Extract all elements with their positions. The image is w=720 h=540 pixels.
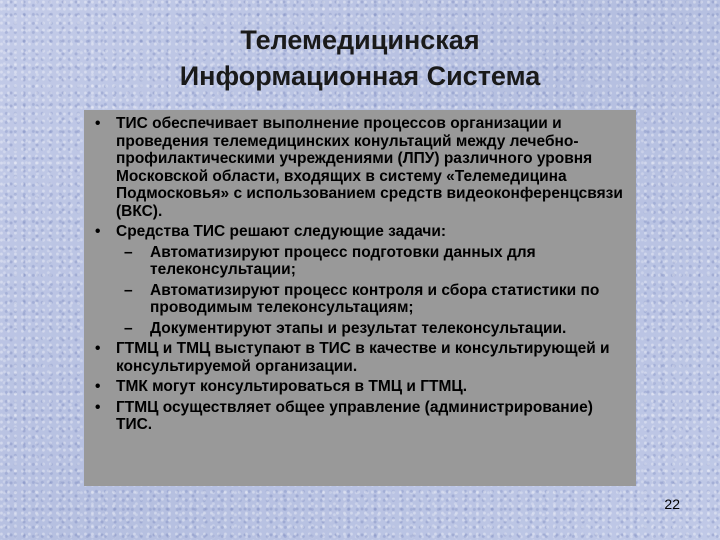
bullet-item-gtmc-tmc-roles [92,340,628,375]
page-number: 22 [664,496,680,512]
bullet-text: ТМК могут консультироваться в ТМЦ и ГТМЦ. [116,378,468,395]
sub-item-text: Автоматизируют процесс контроля и сбора статистики по проводимым телеконсультациям; [150,281,600,316]
bullet-marker: • [95,340,101,357]
sub-item-data-preparation [116,244,628,279]
bullet-item-gtmc-management [92,399,628,434]
slide-title-line-1: Телемедицинская [240,25,480,55]
sub-list [116,244,628,338]
bullet-item-tis-processes [92,115,628,220]
sub-item-statistics [116,282,628,317]
sub-item-text: Автоматизируют процесс подготовки данных для телеконсультации; [150,243,536,278]
content-panel [84,110,636,486]
sub-bullet-marker: – [124,243,133,261]
bullet-marker: • [95,223,101,240]
bullet-marker: • [95,398,101,416]
bullet-item-tmk-consult [92,378,628,396]
bullet-text: ГТМЦ и ТМЦ выступают в ТИС в качестве и консультирующей и консультируемой организации. [116,340,610,375]
slide-title-line-2: Информационная Система [179,61,541,91]
bullet-item-tis-tasks [92,223,628,337]
sub-bullet-marker: – [124,281,133,299]
bullet-text: ТИС обеспечивает выполнение процессов организации и проведения телемедицинских конультаций между лечебно-профилактическими учреждениями (ЛПУ) различного уровня Московской области, входящих в систему «Телемедицина Подмосковья» с использованием средств видеоконференцсвязи (ВКС). [116,115,623,220]
sub-item-text: Документируют этапы и результат телеконсультации. [150,319,567,337]
bullet-text: Средства ТИС решают следующие задачи: [116,223,447,240]
bullet-marker: • [95,378,101,395]
bullet-marker: • [95,115,101,132]
bullet-list [92,115,628,434]
bullet-text: ГТМЦ осуществляет общее управление (администрирование) ТИС. [116,398,593,433]
sub-bullet-marker: – [124,319,133,337]
sub-item-documentation [116,320,628,338]
slide-title [0,22,720,94]
